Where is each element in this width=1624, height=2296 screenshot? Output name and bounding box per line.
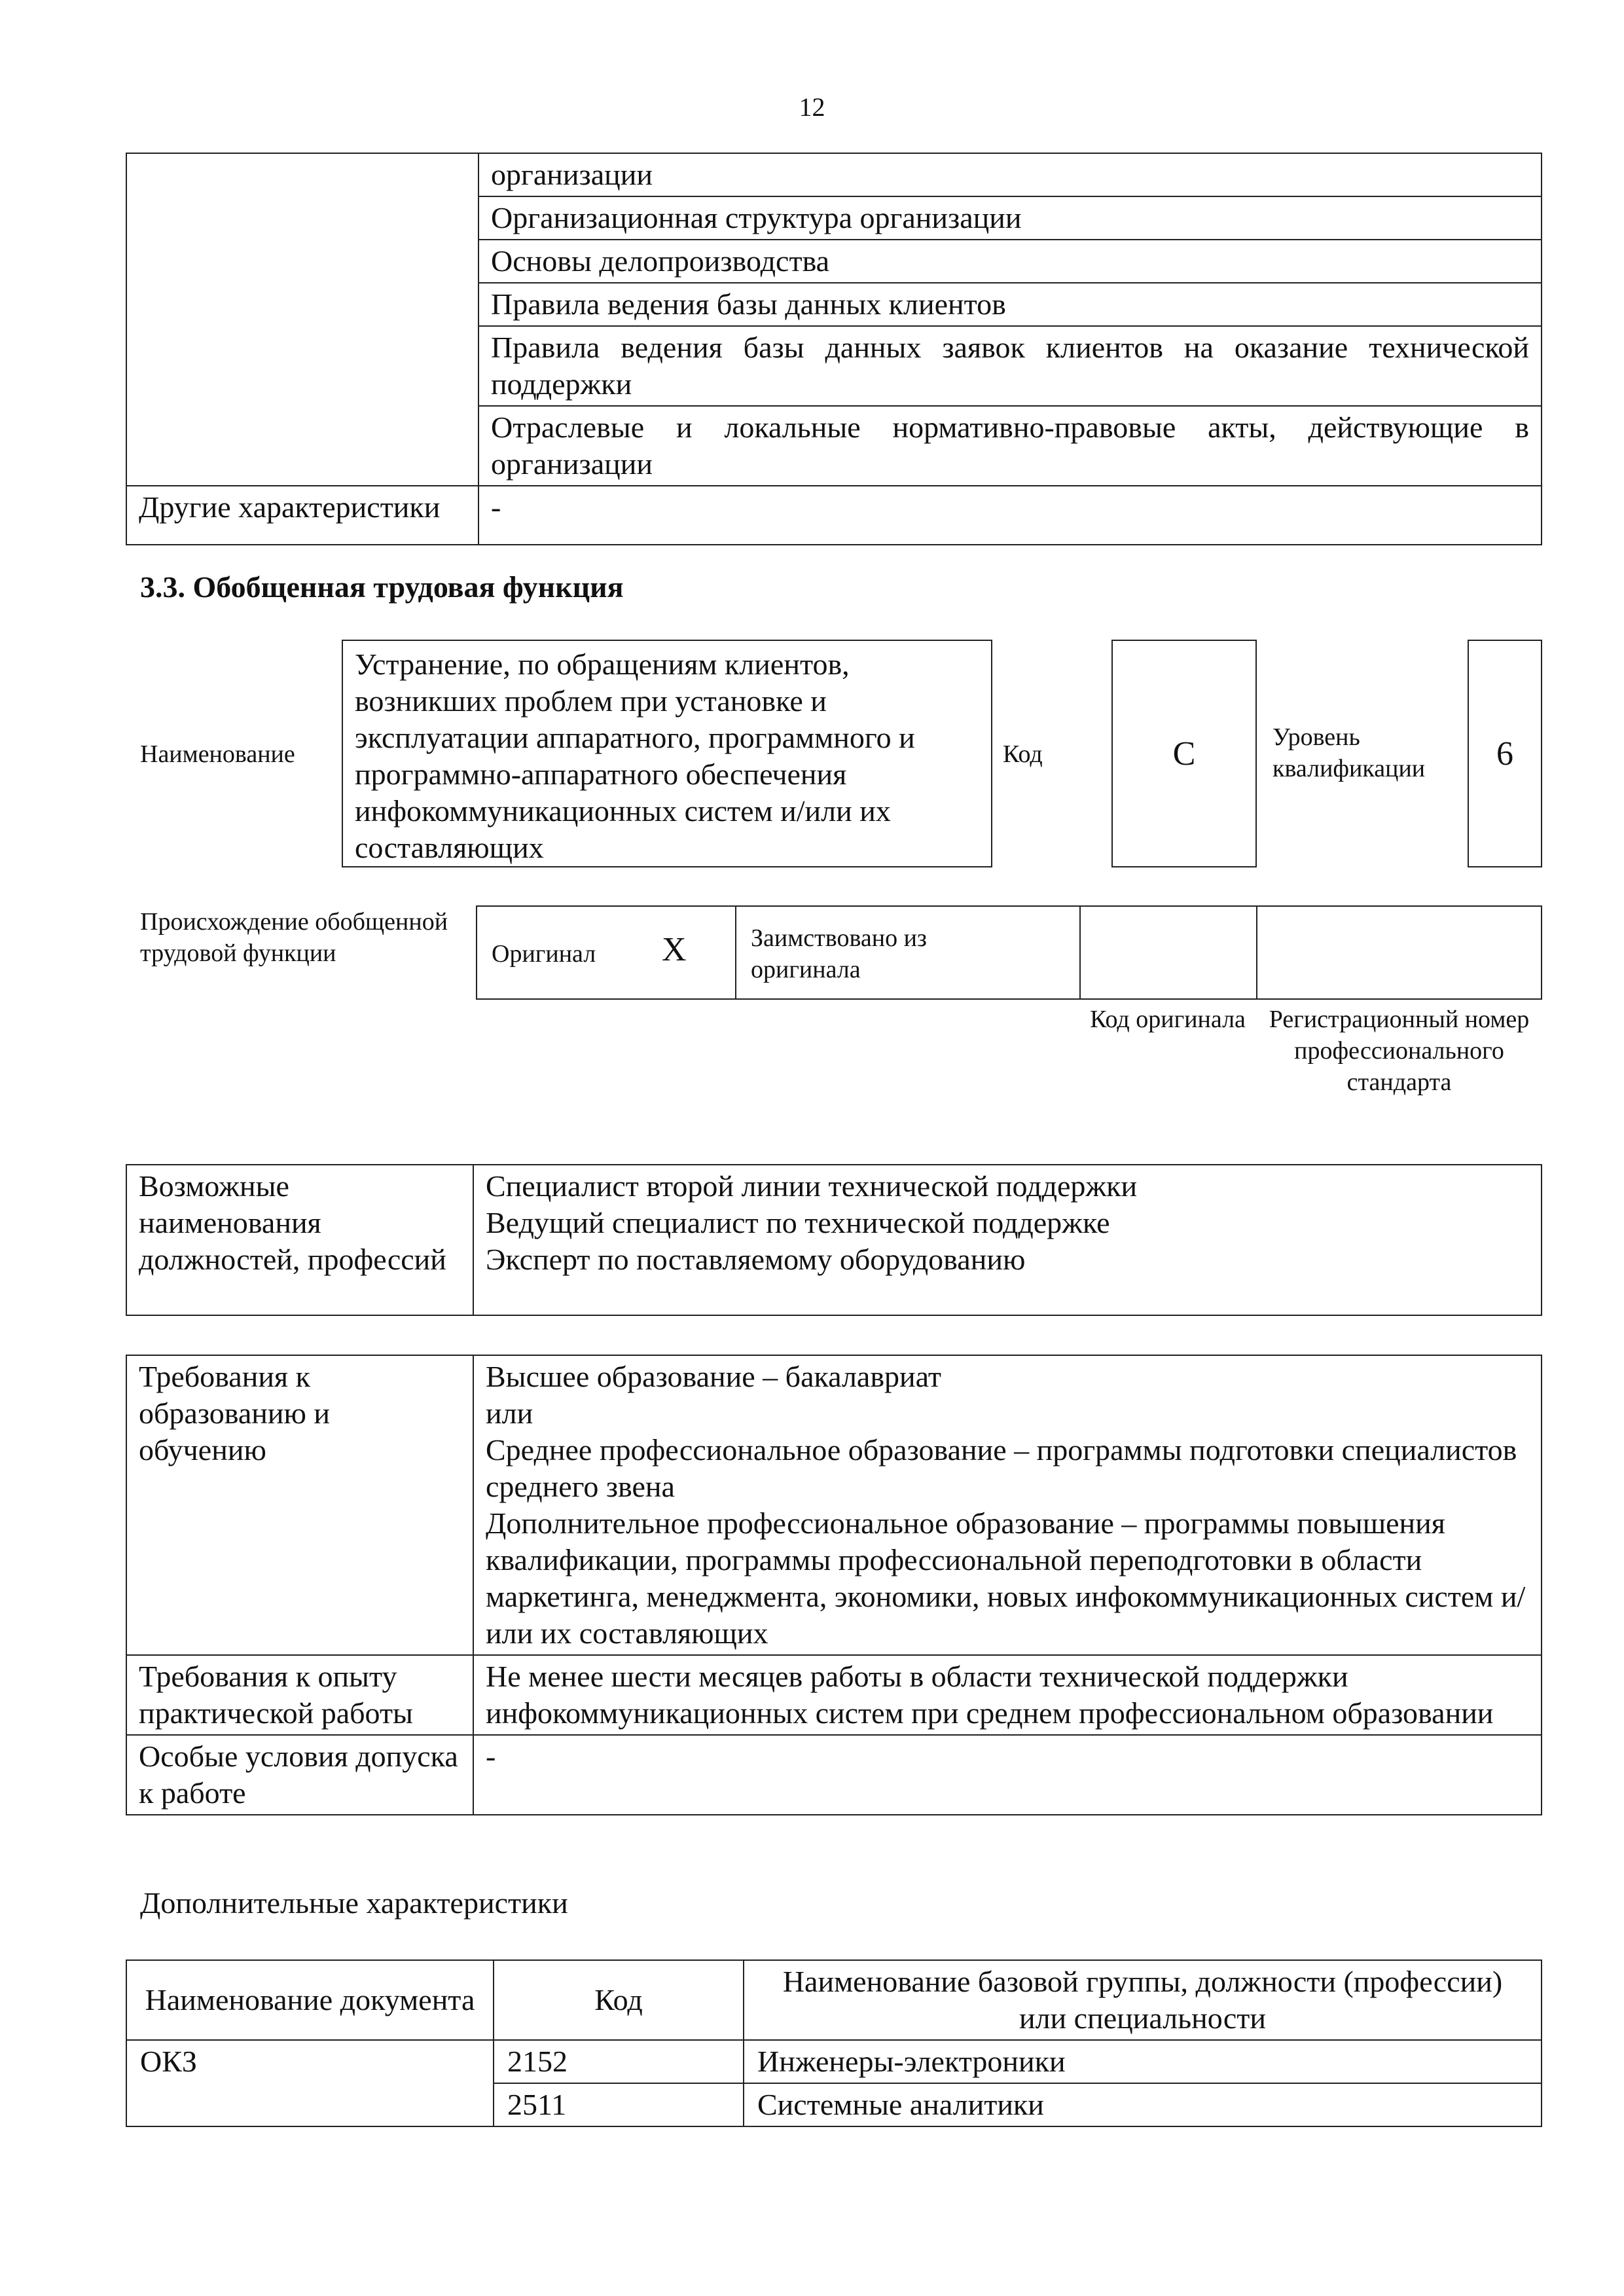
- special-conditions-label: Особые условия допуска к работе: [126, 1735, 473, 1815]
- knowledge-table: [126, 153, 1542, 545]
- knowledge-item: Правила ведения базы данных заявок клиентов на оказание технической поддержки: [478, 326, 1542, 406]
- education-values: [473, 1355, 1542, 1655]
- section-title: 3.3. Обобщенная трудовая функция: [140, 570, 624, 604]
- position-item: Ведущий специалист по технической поддержке: [486, 1206, 1110, 1239]
- okz-code: 2152: [494, 2040, 744, 2083]
- header-code: Код: [494, 1960, 744, 2040]
- education-item: Высшее образование – бакалавриат: [486, 1360, 941, 1393]
- page-number: 12: [799, 92, 825, 122]
- positions-values: [473, 1165, 1542, 1315]
- knowledge-item: организации: [478, 153, 1542, 196]
- header-document: Наименование документа: [126, 1960, 494, 2040]
- gtf-level-value: 6: [1468, 640, 1542, 867]
- education-item: или: [486, 1396, 533, 1430]
- positions-label: Возможные наименования должностей, профессий: [126, 1165, 473, 1315]
- education-item: Дополнительное профессиональное образование – программы повышения квалификации, программы профессиональной переподготовки в области маркетинга, менеджмента, экономики, новых инфокоммуникационных систем и/или их составляющих: [486, 1506, 1526, 1650]
- gtf-name-value: Устранение, по обращениям клиентов, возникших проблем при установке и эксплуатации аппаратного, программного и программно-аппаратного обеспечения инфокоммуникационных систем и/или их составляющих: [342, 640, 992, 867]
- origin-original-label: Оригинал: [492, 940, 596, 968]
- origin-reg-cell: [1257, 907, 1543, 998]
- knowledge-item: Отраслевые и локальные нормативно-правовые акты, действующие в организации: [478, 406, 1542, 486]
- okz-code: 2511: [494, 2083, 744, 2126]
- origin-code-cell: [1081, 907, 1257, 998]
- extra-characteristics-title: Дополнительные характеристики: [140, 1886, 568, 1920]
- positions-table: [126, 1164, 1542, 1316]
- experience-value: Не менее шести месяцев работы в области технической поддержки инфокоммуникационных систем при среднем профессиональном образовании: [473, 1655, 1542, 1735]
- knowledge-item: Основы делопроизводства: [478, 240, 1542, 283]
- origin-original-mark: X: [662, 931, 687, 968]
- education-item: Среднее профессиональное образование – программы подготовки специалистов среднего звена: [486, 1433, 1517, 1503]
- experience-label: Требования к опыту практической работы: [126, 1655, 473, 1735]
- extra-characteristics-table: [126, 1959, 1542, 2127]
- okz-name: Инженеры-электроники: [744, 2040, 1542, 2083]
- position-item: Эксперт по поставляемому оборудованию: [486, 1243, 1026, 1276]
- special-conditions-value: -: [473, 1735, 1542, 1815]
- caption-original-code: Код оригинала: [1090, 1006, 1246, 1033]
- origin-label: Происхождение обобщенной трудовой функции: [140, 908, 448, 967]
- document-name: ОКЗ: [126, 2040, 494, 2126]
- education-label: Требования к образованию и обучению: [126, 1355, 473, 1655]
- gtf-code-label: Код: [1003, 740, 1043, 768]
- gtf-name-label: Наименование: [140, 740, 295, 768]
- other-characteristics-value: -: [478, 486, 1542, 545]
- other-characteristics-label: Другие характеристики: [126, 486, 478, 545]
- gtf-level-label: Уровень квалификации: [1272, 723, 1426, 782]
- origin-borrowed-cell: [736, 907, 1081, 998]
- caption-registration-number: Регистрационный номер профессионального стандарта: [1269, 1006, 1530, 1096]
- origin-original-cell: [477, 907, 736, 998]
- requirements-table: [126, 1355, 1542, 1815]
- gtf-code-value: C: [1111, 640, 1257, 867]
- knowledge-item: Организационная структура организации: [478, 196, 1542, 240]
- origin-borrowed-label: Заимствовано из оригинала: [751, 924, 927, 983]
- knowledge-item: Правила ведения базы данных клиентов: [478, 283, 1542, 326]
- position-item: Специалист второй линии технической поддержки: [486, 1169, 1138, 1203]
- header-group-name: Наименование базовой группы, должности (профессии) или специальности: [744, 1960, 1542, 2040]
- origin-table: [476, 905, 1542, 1000]
- okz-name: Системные аналитики: [744, 2083, 1542, 2126]
- knowledge-label-cell: [126, 153, 478, 486]
